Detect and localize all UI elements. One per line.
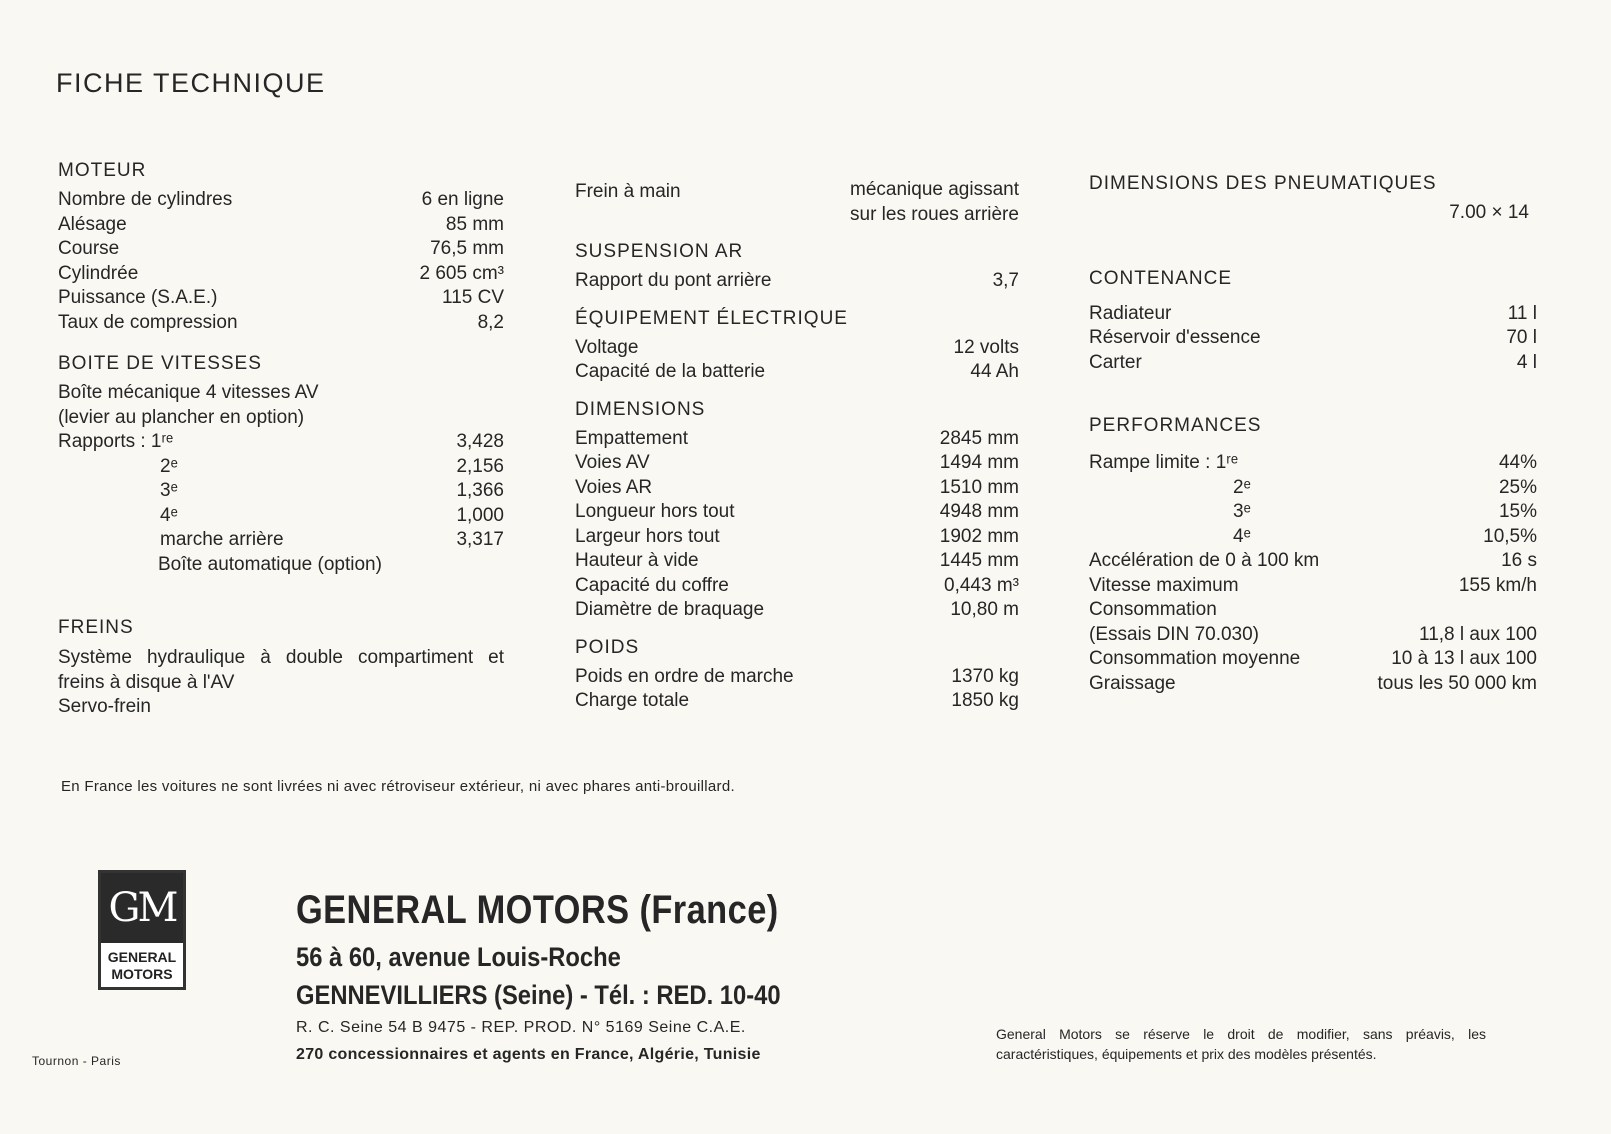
spec-label: Rapport du pont arrière <box>575 270 772 291</box>
spec-row <box>575 476 1019 501</box>
company-registration: R. C. Seine 54 B 9475 - REP. PROD. N° 5169 Seine C.A.E. <box>296 1019 746 1036</box>
spec-label: Consommation moyenne <box>1089 648 1301 669</box>
gm-logo <box>98 870 186 990</box>
spec-row <box>575 360 1019 385</box>
spec-label: 3ᵉ <box>1233 501 1251 522</box>
spec-value: 6 en ligne <box>421 189 504 210</box>
spec-value: 4948 mm <box>939 501 1019 522</box>
spec-value: 4 l <box>1516 351 1537 373</box>
spec-label: Course <box>58 238 120 259</box>
page-title: FICHE TECHNIQUE <box>56 68 326 98</box>
spec-label: Empattement <box>575 427 688 449</box>
gm-logo-line: GENERAL <box>107 949 177 965</box>
spec-row <box>1089 302 1537 327</box>
spec-row <box>58 311 504 336</box>
spec-value: 1,000 <box>456 504 504 526</box>
company-address: 56 à 60, avenue Louis-Roche <box>296 942 621 972</box>
spec-value: 1370 kg <box>951 665 1019 687</box>
spec-value: 155 km/h <box>1458 574 1537 596</box>
spec-label: Voies AR <box>575 476 653 498</box>
spec-row <box>1089 623 1537 648</box>
spec-row <box>575 269 1019 294</box>
printer-credit: Tournon - Paris <box>32 1054 121 1068</box>
spec-value: 25% <box>1498 476 1537 498</box>
spec-value: 11 l <box>1507 302 1537 324</box>
spec-value: 16 s <box>1501 550 1537 571</box>
spec-label: Diamètre de braquage <box>575 599 765 620</box>
disclaimer: General Motors se réserve le droit de modifier, sans préavis, les caractéristiques, équipements et prix des modèles présentés. <box>996 1026 1486 1062</box>
spec-value: 3,7 <box>992 270 1019 291</box>
section-heading-boite: BOITE DE VITESSES <box>58 353 262 374</box>
spec-value: 76,5 mm <box>430 238 504 259</box>
spec-value: 10 à 13 l aux 100 <box>1391 648 1537 669</box>
spec-row <box>1089 326 1537 351</box>
spec-value: 3,317 <box>456 529 504 550</box>
column-left <box>58 160 504 720</box>
section-heading-poids: POIDS <box>575 636 640 658</box>
gm-logo-line: MOTORS <box>111 966 173 982</box>
spec-row <box>1089 201 1529 226</box>
spec-value: 15% <box>1498 501 1537 522</box>
spec-row <box>575 549 1019 574</box>
spec-label: Voltage <box>575 336 639 358</box>
spec-label: 2ᵉ <box>160 455 178 477</box>
spec-row <box>58 504 504 529</box>
spec-row <box>58 430 504 455</box>
spec-label: Taux de compression <box>58 311 238 333</box>
spec-row <box>1089 647 1537 672</box>
spec-row <box>58 286 504 311</box>
spec-value: 1,366 <box>456 480 504 501</box>
spec-label: Alésage <box>58 213 127 235</box>
spec-value: 1445 mm <box>939 550 1019 571</box>
section-heading-electrique: ÉQUIPEMENT ÉLECTRIQUE <box>575 307 848 329</box>
spec-value: 44 Ah <box>970 361 1019 382</box>
spec-label: Capacité de la batterie <box>575 361 766 382</box>
spec-label: 4ᵉ <box>160 504 178 526</box>
delivery-note: En France les voitures ne sont livrées ni avec rétroviseur extérieur, ni avec phares anti-brouillard. <box>61 778 735 795</box>
spec-row <box>58 237 504 262</box>
spec-value: 3,428 <box>456 431 504 452</box>
spec-value: 1902 mm <box>939 525 1019 547</box>
section-heading-performances: PERFORMANCES <box>1089 415 1262 436</box>
spec-row <box>58 188 504 213</box>
spec-value: 70 l <box>1506 327 1537 348</box>
spec-label: Consommation <box>1089 599 1217 620</box>
company-city-phone: GENNEVILLIERS (Seine) - Tél. : RED. 10-40 <box>296 980 781 1010</box>
spec-label: marche arrière <box>160 529 284 550</box>
dealer-count: 270 concessionnaires et agents en France, Algérie, Tunisie <box>296 1046 761 1063</box>
spec-value: 115 CV <box>442 287 504 308</box>
spec-value: 10,80 m <box>950 599 1019 620</box>
gm-logo-text <box>101 943 183 983</box>
spec-value <box>850 178 1019 227</box>
column-right <box>1089 173 1537 696</box>
spec-row <box>1089 598 1537 623</box>
spec-label: Charge totale <box>575 690 690 711</box>
spec-value: 1494 mm <box>939 452 1019 473</box>
spec-label: Vitesse maximum <box>1089 574 1239 596</box>
spec-label: Nombre de cylindres <box>58 189 233 210</box>
spec-label: Réservoir d'essence <box>1089 327 1261 348</box>
section-heading-suspension: SUSPENSION AR <box>575 241 744 262</box>
spec-label: Frein à main <box>575 181 681 202</box>
spec-row <box>575 500 1019 525</box>
spec-label: Hauteur à vide <box>575 550 699 571</box>
spec-label: Carter <box>1089 351 1142 373</box>
spec-label: Poids en ordre de marche <box>575 665 794 687</box>
spec-label: Largeur hors tout <box>575 525 720 547</box>
spec-label: Voies AV <box>575 452 650 473</box>
spec-row <box>58 528 504 553</box>
spec-value: 2845 mm <box>939 427 1019 449</box>
spec-label: Cylindrée <box>58 262 139 284</box>
spec-text: (levier au plancher en option) <box>58 406 305 428</box>
spec-row <box>1089 451 1537 476</box>
spec-row <box>1089 476 1537 501</box>
spec-row <box>58 262 504 287</box>
spec-text: Système hydraulique à double compartiment et freins à disque à l'AV <box>58 647 504 693</box>
spec-row <box>1089 672 1537 697</box>
spec-label: Capacité du coffre <box>575 574 729 596</box>
spec-row <box>575 178 1019 227</box>
spec-value: 2 605 cm³ <box>419 262 504 284</box>
spec-row <box>575 689 1019 714</box>
spec-value: 7.00 × 14 <box>1449 202 1529 223</box>
spec-value: tous les 50 000 km <box>1377 672 1537 694</box>
spec-value: 12 volts <box>953 336 1019 358</box>
spec-value: 0,443 m³ <box>944 574 1019 596</box>
spec-row <box>575 525 1019 550</box>
spec-value-line: mécanique agissant <box>850 179 1019 200</box>
section-heading-moteur: MOTEUR <box>58 160 147 181</box>
spec-label: Rapports : 1ʳᵉ <box>58 431 174 452</box>
spec-label: Puissance (S.A.E.) <box>58 287 218 308</box>
spec-value: 8,2 <box>477 311 504 333</box>
column-middle <box>575 178 1019 714</box>
spec-text: Servo-frein <box>58 696 151 717</box>
spec-row <box>1089 574 1537 599</box>
spec-text: Boîte automatique (option) <box>158 553 382 575</box>
spec-label: 2ᵉ <box>1233 476 1251 498</box>
spec-value: 11,8 l aux 100 <box>1419 623 1537 645</box>
spec-label: 3ᵉ <box>160 480 178 501</box>
spec-row <box>58 213 504 238</box>
spec-row <box>1089 351 1537 376</box>
spec-row <box>575 336 1019 361</box>
gm-logo-initials: GM <box>101 873 183 943</box>
section-heading-dimensions: DIMENSIONS <box>575 398 706 420</box>
section-heading-pneumatiques: DIMENSIONS DES PNEUMATIQUES <box>1089 173 1437 194</box>
spec-row <box>58 455 504 480</box>
spec-row <box>575 598 1019 623</box>
spec-value: 85 mm <box>445 213 504 235</box>
spec-row <box>575 451 1019 476</box>
spec-label: Accélération de 0 à 100 km <box>1089 550 1320 571</box>
spec-label: Radiateur <box>1089 302 1172 324</box>
spec-row <box>58 479 504 504</box>
spec-row <box>575 427 1019 452</box>
spec-label: (Essais DIN 70.030) <box>1089 623 1260 645</box>
spec-value: 44% <box>1498 452 1537 473</box>
spec-value: 1510 mm <box>939 476 1019 498</box>
section-heading-freins: FREINS <box>58 617 134 638</box>
spec-row <box>1089 549 1537 574</box>
spec-value: 10,5% <box>1483 525 1537 547</box>
spec-label: Rampe limite : 1ʳᵉ <box>1089 452 1238 473</box>
spec-row <box>575 574 1019 599</box>
spec-row <box>1089 525 1537 550</box>
spec-value: 2,156 <box>456 455 504 477</box>
spec-text: Boîte mécanique 4 vitesses AV <box>58 382 319 403</box>
spec-label: Graissage <box>1089 672 1176 694</box>
spec-value-line: sur les roues arrière <box>850 203 1019 225</box>
spec-label: 4ᵉ <box>1233 525 1251 547</box>
spec-value: 1850 kg <box>951 690 1019 711</box>
spec-row <box>1089 500 1537 525</box>
spec-row <box>575 665 1019 690</box>
spec-label: Longueur hors tout <box>575 501 735 522</box>
section-heading-contenance: CONTENANCE <box>1089 267 1233 289</box>
company-name: GENERAL MOTORS (France) <box>296 888 779 932</box>
